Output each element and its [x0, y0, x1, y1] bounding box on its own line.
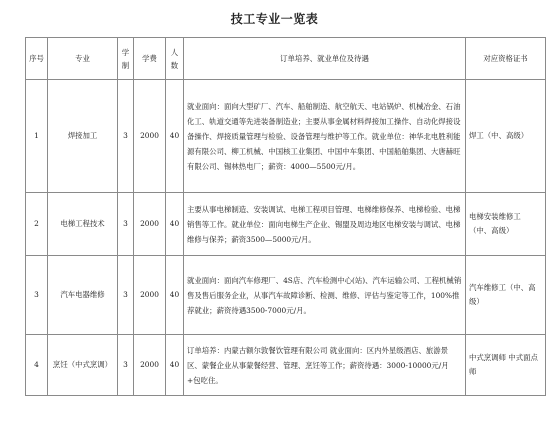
- cell-major: 汽车电器维修: [48, 256, 118, 335]
- cell-duration: 3: [118, 256, 134, 335]
- cell-certificate: 电梯安装维修工（中、高级）: [466, 193, 546, 256]
- page-title: 技工专业一览表: [230, 12, 319, 26]
- table-header-row: [26, 38, 546, 80]
- cell-certificate: 焊工（中、高级）: [466, 80, 546, 193]
- cell-no: 3: [26, 256, 48, 335]
- header-count: 人数: [166, 38, 184, 80]
- cell-description: 主要从事电梯制造、安装调试、电梯工程项目管理、电梯维修保养、电梯检验、电梯销售等工作。就业单位：面向电梯生产企业、锡盟及周边地区电梯安装与调试、电梯维修与保养；薪资3500—5000元/月。: [184, 193, 466, 256]
- cell-description: 就业面向：面向大型矿厂、汽车、船舶制造、航空航天、电站锅炉、机械冶金、石油化工、轨道交通等先进装备制造业；主要从事金属材料焊接加工操作、自动化焊接设备操作、焊接质量管理与检验、设备管理与维护等工作。就业单位：神华北电胜利能源有限公司、柳工机械、中国核工业集团、中国中车集团、中国船舶集团、大唐赫旺有限公司、锡林热电厂；薪资：4000—5500元/月。: [184, 80, 466, 193]
- cell-count: 40: [166, 256, 184, 335]
- cell-description: 订单培养：内蒙古额尔敦餐饮管理有限公司 就业面向：区内外星级酒店、旅游景区、蒙餐企业从事蒙餐经营、管理、烹饪等工作；薪资待遇：3000-10000元/月+包吃住。: [184, 335, 466, 396]
- table-row: [26, 80, 546, 193]
- cell-major: 电梯工程技术: [48, 193, 118, 256]
- cell-major: 烹饪（中式烹调）: [48, 335, 118, 396]
- cell-count: 40: [166, 80, 184, 193]
- majors-table: [25, 37, 546, 396]
- cell-tuition: 2000: [134, 193, 166, 256]
- cell-no: 2: [26, 193, 48, 256]
- table-row: [26, 256, 546, 335]
- header-major: 专业: [48, 38, 118, 80]
- cell-certificate: 汽车维修工（中、高级）: [466, 256, 546, 335]
- cell-description: 就业面向：面向汽车修理厂、4S店、汽车检测中心(站)、汽车运输公司、工程机械销售及售后服务企业，从事汽车故障诊断、检测、维修、评估与鉴定等工作，100%推荐就业；薪资待遇3500-7000元/月。: [184, 256, 466, 335]
- cell-duration: 3: [118, 335, 134, 396]
- cell-count: 40: [166, 335, 184, 396]
- cell-tuition: 2000: [134, 335, 166, 396]
- table-row: [26, 193, 546, 256]
- header-tuition: 学费: [134, 38, 166, 80]
- header-description: 订单培养、就业单位及待遇: [184, 38, 466, 80]
- cell-count: 40: [166, 193, 184, 256]
- cell-tuition: 2000: [134, 256, 166, 335]
- cell-duration: 3: [118, 193, 134, 256]
- cell-no: 1: [26, 80, 48, 193]
- cell-major: 焊接加工: [48, 80, 118, 193]
- header-certificate: 对应资格证书: [466, 38, 546, 80]
- table-row: [26, 335, 546, 396]
- cell-no: 4: [26, 335, 48, 396]
- header-no: 序号: [26, 38, 48, 80]
- cell-duration: 3: [118, 80, 134, 193]
- cell-tuition: 2000: [134, 80, 166, 193]
- header-duration: 学制: [118, 38, 134, 80]
- cell-certificate: 中式烹调师 中式面点师: [466, 335, 546, 396]
